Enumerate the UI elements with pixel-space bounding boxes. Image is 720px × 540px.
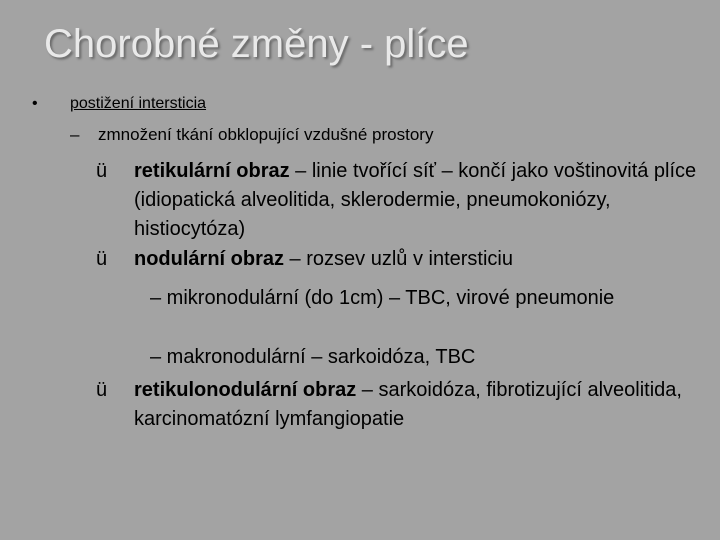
bullet-text: postižení intersticia — [70, 95, 207, 112]
check-item-retikularni — [96, 157, 705, 244]
item-text: mikronodulární (do 1cm) – TBC, virové pneumonie — [161, 287, 615, 309]
check-item-nodularni — [96, 245, 705, 274]
item-text: – linie tvořící síť – končí jako voštinovitá plíce (idiopatická alveolitida, sklerodermie, pneumokoniózy, histiocytóza) — [134, 160, 697, 240]
bullet-item-level2 — [70, 124, 433, 146]
check-icon: ü — [96, 379, 108, 401]
sub-item-makronodularni — [150, 344, 690, 370]
bullet-text: zmnožení tkání obklopující vzdušné prostory — [98, 125, 434, 144]
slide-title: Chorobné změny - plíce — [44, 22, 469, 66]
sub-item-mikronodularni — [150, 285, 690, 311]
item-text: makronodulární – sarkoidóza, TBC — [161, 346, 476, 368]
item-lead: retikulonodulární obraz — [134, 379, 357, 401]
dash-marker: – — [150, 346, 162, 368]
dash-marker: – — [70, 125, 80, 144]
check-item-retikulonodularni — [96, 376, 705, 434]
item-text: – sarkoidóza, fibrotizující alveolitida, karcinomatózní lymfangiopatie — [134, 379, 682, 430]
dash-marker: – — [150, 287, 162, 309]
item-lead: nodulární obraz — [134, 248, 284, 270]
bullet-marker: • — [32, 95, 38, 112]
check-icon: ü — [96, 160, 108, 182]
item-lead: retikulární obraz — [134, 160, 290, 182]
bullet-item-level1 — [30, 93, 206, 115]
check-icon: ü — [96, 248, 108, 270]
item-text: – rozsev uzlů v intersticiu — [284, 248, 513, 270]
